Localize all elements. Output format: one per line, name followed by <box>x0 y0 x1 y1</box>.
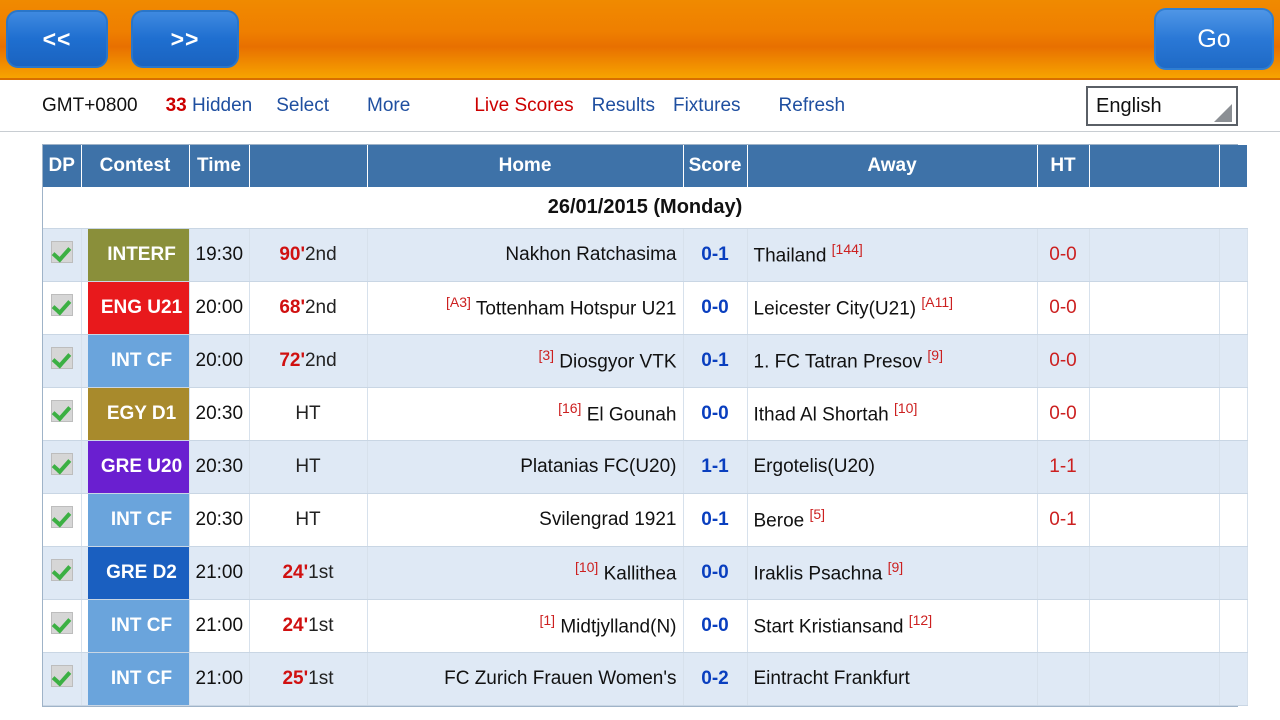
extra-cell-2[interactable] <box>1219 387 1247 440</box>
extra-cell-1[interactable] <box>1089 546 1219 599</box>
away-team[interactable]: Ergotelis(U20) <box>747 440 1037 493</box>
away-rank: [9] <box>927 347 943 364</box>
away-team[interactable]: Ithad Al Shortah [10] <box>747 387 1037 440</box>
header-score[interactable]: Score <box>683 145 747 187</box>
halftime-score <box>1037 546 1089 599</box>
league-cell[interactable] <box>81 546 189 599</box>
row-checkbox-cell[interactable] <box>43 599 81 652</box>
row-checkbox-cell[interactable] <box>43 546 81 599</box>
timezone-label: GMT+0800 <box>42 94 138 116</box>
kickoff-time: 20:30 <box>189 440 249 493</box>
chevron-down-icon <box>1206 92 1232 122</box>
match-minute: HT <box>249 387 367 440</box>
away-team[interactable]: Iraklis Psachna [9] <box>747 546 1037 599</box>
go-button[interactable]: Go <box>1154 8 1274 70</box>
header-minute[interactable] <box>249 145 367 187</box>
league-badge[interactable]: INTERF <box>88 229 196 281</box>
header-time[interactable]: Time <box>189 145 249 187</box>
halftime-score <box>1037 652 1089 705</box>
extra-cell-1[interactable] <box>1089 652 1219 705</box>
matches-table-container <box>42 144 1238 707</box>
extra-cell-1[interactable] <box>1089 228 1219 281</box>
row-checkbox-cell[interactable] <box>43 493 81 546</box>
extra-cell-2[interactable] <box>1219 440 1247 493</box>
halftime-score: 1-1 <box>1037 440 1089 493</box>
kickoff-time: 20:30 <box>189 387 249 440</box>
home-team[interactable]: FC Zurich Frauen Women's <box>367 652 683 705</box>
table-row[interactable] <box>43 652 1247 705</box>
table-row[interactable] <box>43 228 1247 281</box>
league-badge[interactable]: GRE D2 <box>88 547 196 599</box>
check-icon[interactable] <box>51 506 73 528</box>
league-cell[interactable] <box>81 440 189 493</box>
table-row[interactable] <box>43 334 1247 387</box>
extra-cell-2[interactable] <box>1219 228 1247 281</box>
match-minute: HT <box>249 493 367 546</box>
kickoff-time: 20:30 <box>189 493 249 546</box>
extra-cell-2[interactable] <box>1219 599 1247 652</box>
away-team[interactable]: Beroe [5] <box>747 493 1037 546</box>
kickoff-time: 20:00 <box>189 334 249 387</box>
home-rank: [1] <box>539 612 556 629</box>
league-cell[interactable] <box>81 228 189 281</box>
score: 0-0 <box>683 546 747 599</box>
halftime-score: 0-1 <box>1037 493 1089 546</box>
halftime-score: 0-0 <box>1037 281 1089 334</box>
league-badge[interactable]: GRE U20 <box>88 441 196 493</box>
kickoff-time: 21:00 <box>189 652 249 705</box>
home-team[interactable]: [1] Midtjylland(N) <box>367 599 683 652</box>
hidden-count: 33 <box>165 94 187 116</box>
score: 0-1 <box>683 228 747 281</box>
previous-button[interactable]: << <box>6 10 108 68</box>
league-cell[interactable] <box>81 334 189 387</box>
kickoff-time: 21:00 <box>189 546 249 599</box>
league-badge[interactable]: EGY D1 <box>88 388 196 440</box>
table-body <box>43 187 1247 705</box>
halftime-score <box>1037 599 1089 652</box>
score: 0-1 <box>683 334 747 387</box>
fixtures-tab[interactable]: Fixtures <box>672 94 741 116</box>
home-team[interactable]: [10] Kallithea <box>367 546 683 599</box>
check-icon[interactable] <box>51 347 73 369</box>
check-icon[interactable] <box>51 612 73 634</box>
halftime-score: 0-0 <box>1037 387 1089 440</box>
hidden-label: Hidden <box>192 94 253 116</box>
match-minute: 72'2nd <box>249 334 367 387</box>
table-row[interactable] <box>43 387 1247 440</box>
row-checkbox-cell[interactable] <box>43 228 81 281</box>
kickoff-time: 20:00 <box>189 281 249 334</box>
match-minute: 24'1st <box>249 599 367 652</box>
match-minute: 24'1st <box>249 546 367 599</box>
league-cell[interactable] <box>81 652 189 705</box>
away-team[interactable]: Start Kristiansand [12] <box>747 599 1037 652</box>
home-rank: [16] <box>558 400 582 417</box>
table-header <box>43 145 1247 187</box>
top-orange-bar <box>0 0 1280 80</box>
score: 1-1 <box>683 440 747 493</box>
row-checkbox-cell[interactable] <box>43 281 81 334</box>
kickoff-time: 19:30 <box>189 228 249 281</box>
home-rank: [A3] <box>445 294 471 311</box>
extra-cell-2[interactable] <box>1219 334 1247 387</box>
header-contest[interactable]: Contest <box>81 145 189 187</box>
home-team[interactable]: Svilengrad 1921 <box>367 493 683 546</box>
halftime-score: 0-0 <box>1037 334 1089 387</box>
league-cell[interactable] <box>81 493 189 546</box>
header-dp[interactable]: DP <box>43 145 81 187</box>
away-team[interactable]: Thailand [144] <box>747 228 1037 281</box>
score: 0-1 <box>683 493 747 546</box>
extra-cell-2[interactable] <box>1219 652 1247 705</box>
away-rank: [A11] <box>921 294 954 311</box>
score: 0-2 <box>683 652 747 705</box>
away-rank: [10] <box>894 400 918 417</box>
toolbar <box>0 80 1280 132</box>
extra-cell-1[interactable] <box>1089 493 1219 546</box>
check-icon[interactable] <box>51 294 73 316</box>
extra-cell-1[interactable] <box>1089 599 1219 652</box>
away-team[interactable]: 1. FC Tatran Presov [9] <box>747 334 1037 387</box>
hidden-filter[interactable] <box>166 95 253 117</box>
live-scores-tab[interactable]: Live Scores <box>474 94 574 116</box>
header-home[interactable]: Home <box>367 145 683 187</box>
away-rank: [9] <box>887 559 904 576</box>
header-extra-2[interactable] <box>1219 145 1247 187</box>
away-rank: [5] <box>809 506 826 523</box>
extra-cell-2[interactable] <box>1219 281 1247 334</box>
score: 0-0 <box>683 281 747 334</box>
table-row[interactable] <box>43 546 1247 599</box>
table-row[interactable] <box>43 440 1247 493</box>
match-minute: 68'2nd <box>249 281 367 334</box>
row-checkbox-cell[interactable] <box>43 652 81 705</box>
halftime-score: 0-0 <box>1037 228 1089 281</box>
row-checkbox-cell[interactable] <box>43 387 81 440</box>
select-link[interactable]: Select <box>276 94 330 116</box>
league-cell[interactable] <box>81 599 189 652</box>
league-cell[interactable] <box>81 387 189 440</box>
table-row[interactable] <box>43 599 1247 652</box>
match-minute: HT <box>249 440 367 493</box>
more-link[interactable]: More <box>367 94 411 116</box>
home-team[interactable]: Nakhon Ratchasima <box>367 228 683 281</box>
extra-cell-2[interactable] <box>1219 493 1247 546</box>
home-team[interactable]: Platanias FC(U20) <box>367 440 683 493</box>
league-badge[interactable]: INT CF <box>88 600 196 652</box>
matches-table <box>43 145 1248 706</box>
league-badge[interactable]: INT CF <box>88 335 196 387</box>
check-icon[interactable] <box>51 241 73 263</box>
extra-cell-1[interactable] <box>1089 281 1219 334</box>
home-rank: [10] <box>574 559 599 576</box>
refresh-link[interactable]: Refresh <box>778 94 846 116</box>
home-rank: [3] <box>538 347 555 364</box>
header-away[interactable]: Away <box>747 145 1037 187</box>
results-tab[interactable]: Results <box>591 94 655 116</box>
league-badge[interactable]: ENG U21 <box>88 282 196 334</box>
check-icon[interactable] <box>51 400 73 422</box>
away-rank: [12] <box>908 612 933 629</box>
score: 0-0 <box>683 599 747 652</box>
date-header-row <box>43 187 1247 228</box>
table-row[interactable] <box>43 493 1247 546</box>
kickoff-time: 21:00 <box>189 599 249 652</box>
check-icon[interactable] <box>51 665 73 687</box>
table-row[interactable] <box>43 281 1247 334</box>
next-button[interactable]: >> <box>131 10 239 68</box>
home-team[interactable]: [16] El Gounah <box>367 387 683 440</box>
extra-cell-1[interactable] <box>1089 387 1219 440</box>
league-cell[interactable] <box>81 281 189 334</box>
match-minute: 25'1st <box>249 652 367 705</box>
date-header-label: 26/01/2015 (Monday) <box>43 187 1247 228</box>
extra-cell-2[interactable] <box>1219 546 1247 599</box>
score: 0-0 <box>683 387 747 440</box>
row-checkbox-cell[interactable] <box>43 334 81 387</box>
language-value: English <box>1096 94 1162 117</box>
check-icon[interactable] <box>51 453 73 475</box>
extra-cell-1[interactable] <box>1089 440 1219 493</box>
language-select[interactable] <box>1086 86 1238 126</box>
league-badge[interactable]: INT CF <box>88 494 196 546</box>
check-icon[interactable] <box>51 559 73 581</box>
extra-cell-1[interactable] <box>1089 334 1219 387</box>
row-checkbox-cell[interactable] <box>43 440 81 493</box>
header-ht[interactable]: HT <box>1037 145 1089 187</box>
league-badge[interactable]: INT CF <box>88 653 196 705</box>
match-minute: 90'2nd <box>249 228 367 281</box>
away-team[interactable]: Eintracht Frankfurt <box>747 652 1037 705</box>
home-team[interactable]: [3] Diosgyor VTK <box>367 334 683 387</box>
away-rank: [144] <box>831 241 863 258</box>
home-team[interactable]: [A3] Tottenham Hotspur U21 <box>367 281 683 334</box>
away-team[interactable]: Leicester City(U21) [A11] <box>747 281 1037 334</box>
header-extra-1[interactable] <box>1089 145 1219 187</box>
